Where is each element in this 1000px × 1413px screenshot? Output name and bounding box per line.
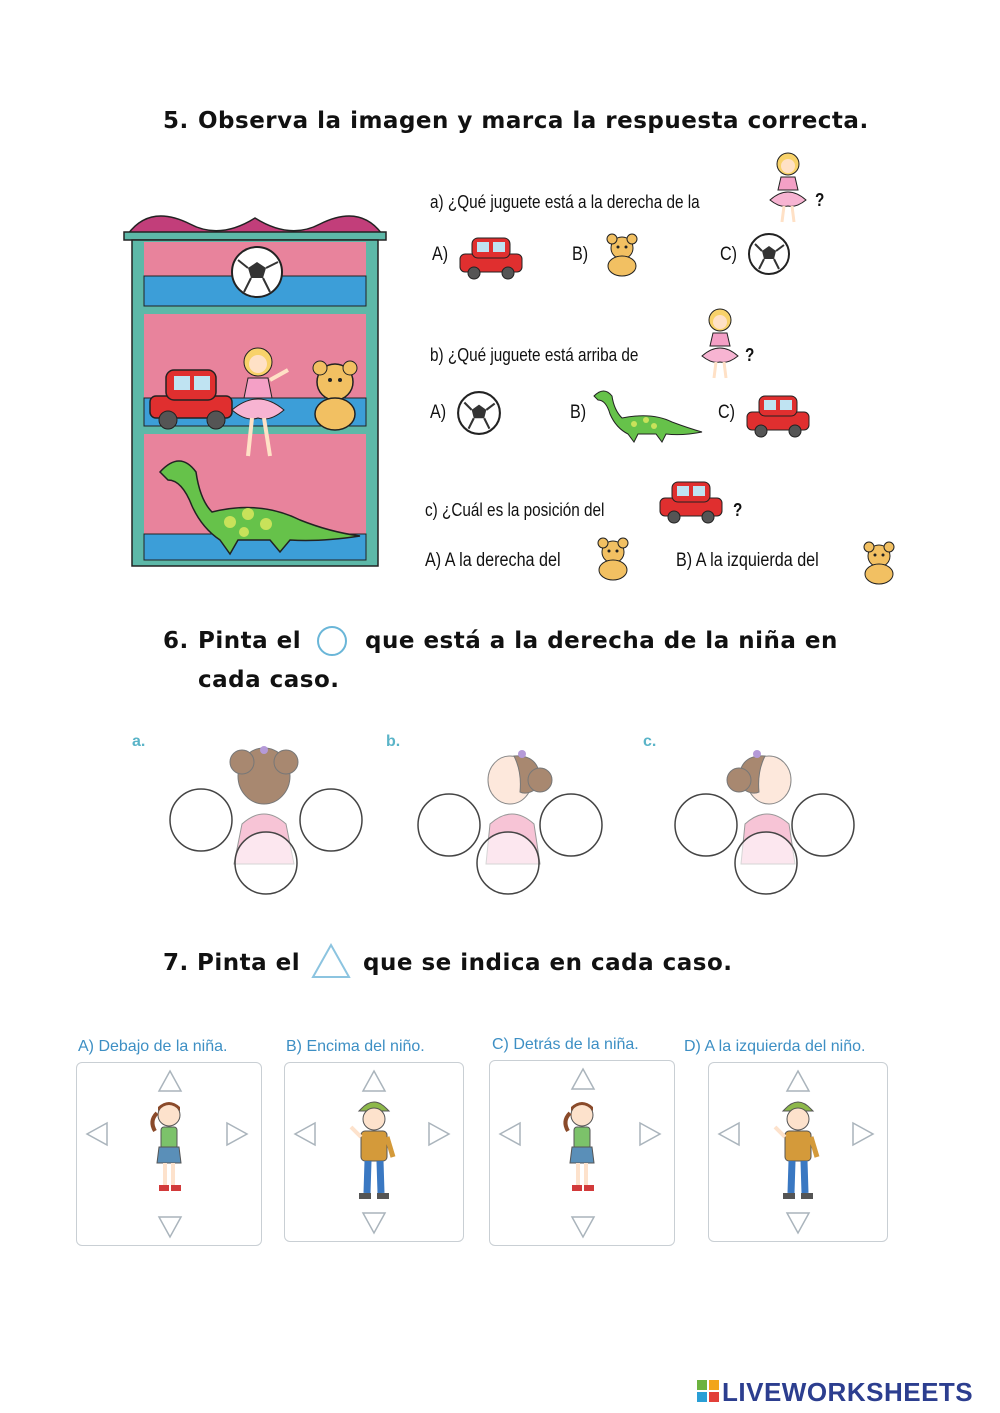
triangle-down[interactable] bbox=[361, 1211, 387, 1235]
qb-option-a-label[interactable]: A) bbox=[430, 402, 447, 423]
car-icon bbox=[658, 476, 724, 526]
girl-figure bbox=[147, 1099, 191, 1199]
triangle-left[interactable] bbox=[498, 1121, 522, 1147]
teddy-bear-icon bbox=[854, 542, 904, 586]
triangle-icon bbox=[310, 942, 352, 980]
boy-figure bbox=[771, 1097, 825, 1205]
question-a-text: a) ¿Qué juguete está a la derecha de la bbox=[430, 192, 700, 212]
question-c-end: ? bbox=[733, 500, 743, 520]
qa-option-a-label[interactable]: A) bbox=[432, 244, 449, 265]
circle-icon bbox=[315, 624, 349, 658]
card-c bbox=[489, 1060, 675, 1246]
card-a-label: A) Debajo de la niña. bbox=[78, 1038, 228, 1055]
ex5-number: 5. bbox=[163, 108, 189, 134]
card-d bbox=[708, 1062, 888, 1242]
teddy-bear-icon bbox=[588, 538, 638, 582]
answer-circle-right[interactable] bbox=[538, 792, 604, 858]
triangle-up[interactable] bbox=[570, 1067, 596, 1091]
triangle-right[interactable] bbox=[638, 1121, 662, 1147]
triangle-up[interactable] bbox=[785, 1069, 811, 1093]
liveworksheets-brand: LIVEWORKSHEETS bbox=[722, 1377, 974, 1407]
triangle-left[interactable] bbox=[85, 1121, 109, 1147]
boy-figure bbox=[347, 1097, 401, 1205]
ex7-title-part2: que se indica en cada caso. bbox=[363, 950, 733, 976]
answer-circle-left[interactable] bbox=[673, 792, 739, 858]
soccer-ball-icon[interactable] bbox=[456, 390, 502, 436]
answer-circle-bottom[interactable] bbox=[233, 830, 299, 896]
ex6-title-part2: que está a la derecha de la niña en bbox=[365, 628, 838, 654]
card-c-label: C) Detrás de la niña. bbox=[492, 1036, 639, 1053]
card-b bbox=[284, 1062, 464, 1242]
qc-option-b-label[interactable]: B) A la izquierda del bbox=[676, 550, 819, 571]
qb-option-b-label[interactable]: B) bbox=[570, 402, 587, 423]
question-b-text: b) ¿Qué juguete está arriba de bbox=[430, 345, 639, 365]
answer-circle-right[interactable] bbox=[298, 787, 364, 853]
qc-option-a-label[interactable]: A) A la derecha del bbox=[425, 550, 561, 571]
question-c-text: c) ¿Cuál es la posición del bbox=[425, 500, 605, 520]
triangle-down[interactable] bbox=[785, 1211, 811, 1235]
ex6-label-b: b. bbox=[386, 733, 401, 750]
answer-circle-left[interactable] bbox=[416, 792, 482, 858]
card-b-label: B) Encima del niño. bbox=[286, 1038, 425, 1055]
ex7-title-part1: Pinta el bbox=[197, 950, 301, 976]
question-b-end: ? bbox=[745, 345, 755, 365]
question-a-end: ? bbox=[815, 190, 825, 210]
doll-icon bbox=[698, 306, 742, 380]
card-a bbox=[76, 1062, 262, 1246]
triangle-right[interactable] bbox=[225, 1121, 249, 1147]
girl-figure bbox=[560, 1099, 604, 1199]
ex6-title-part1: Pinta el bbox=[198, 628, 302, 654]
answer-circle-right[interactable] bbox=[790, 792, 856, 858]
teddy-bear-icon[interactable] bbox=[597, 234, 647, 278]
ex7-number: 7. bbox=[163, 950, 189, 976]
doll-icon bbox=[766, 150, 810, 224]
triangle-right[interactable] bbox=[427, 1121, 451, 1147]
soccer-ball-icon[interactable] bbox=[747, 232, 791, 276]
car-icon[interactable] bbox=[458, 234, 524, 280]
triangle-right[interactable] bbox=[851, 1121, 875, 1147]
answer-circle-left[interactable] bbox=[168, 787, 234, 853]
dinosaur-icon[interactable] bbox=[592, 386, 704, 442]
triangle-left[interactable] bbox=[293, 1121, 317, 1147]
card-d-label: D) A la izquierda del niño. bbox=[684, 1038, 866, 1055]
qa-option-c-label[interactable]: C) bbox=[720, 244, 738, 265]
ex6-label-a: a. bbox=[132, 733, 146, 750]
ex6-label-c: c. bbox=[643, 733, 657, 750]
car-icon[interactable] bbox=[745, 392, 811, 438]
ex5-title: Observa la imagen y marca la respuesta correcta. bbox=[198, 108, 869, 134]
qb-option-c-label[interactable]: C) bbox=[718, 402, 736, 423]
triangle-down[interactable] bbox=[157, 1215, 183, 1239]
triangle-left[interactable] bbox=[717, 1121, 741, 1147]
answer-circle-bottom[interactable] bbox=[475, 830, 541, 896]
ex6-title-line2: cada caso. bbox=[198, 667, 340, 693]
ex6-number: 6. bbox=[163, 628, 189, 654]
triangle-down[interactable] bbox=[570, 1215, 596, 1239]
triangle-up[interactable] bbox=[361, 1069, 387, 1093]
liveworksheets-logo-icon bbox=[697, 1380, 721, 1404]
triangle-up[interactable] bbox=[157, 1069, 183, 1093]
toy-shelf-illustration bbox=[120, 210, 390, 572]
qa-option-b-label[interactable]: B) bbox=[572, 244, 589, 265]
